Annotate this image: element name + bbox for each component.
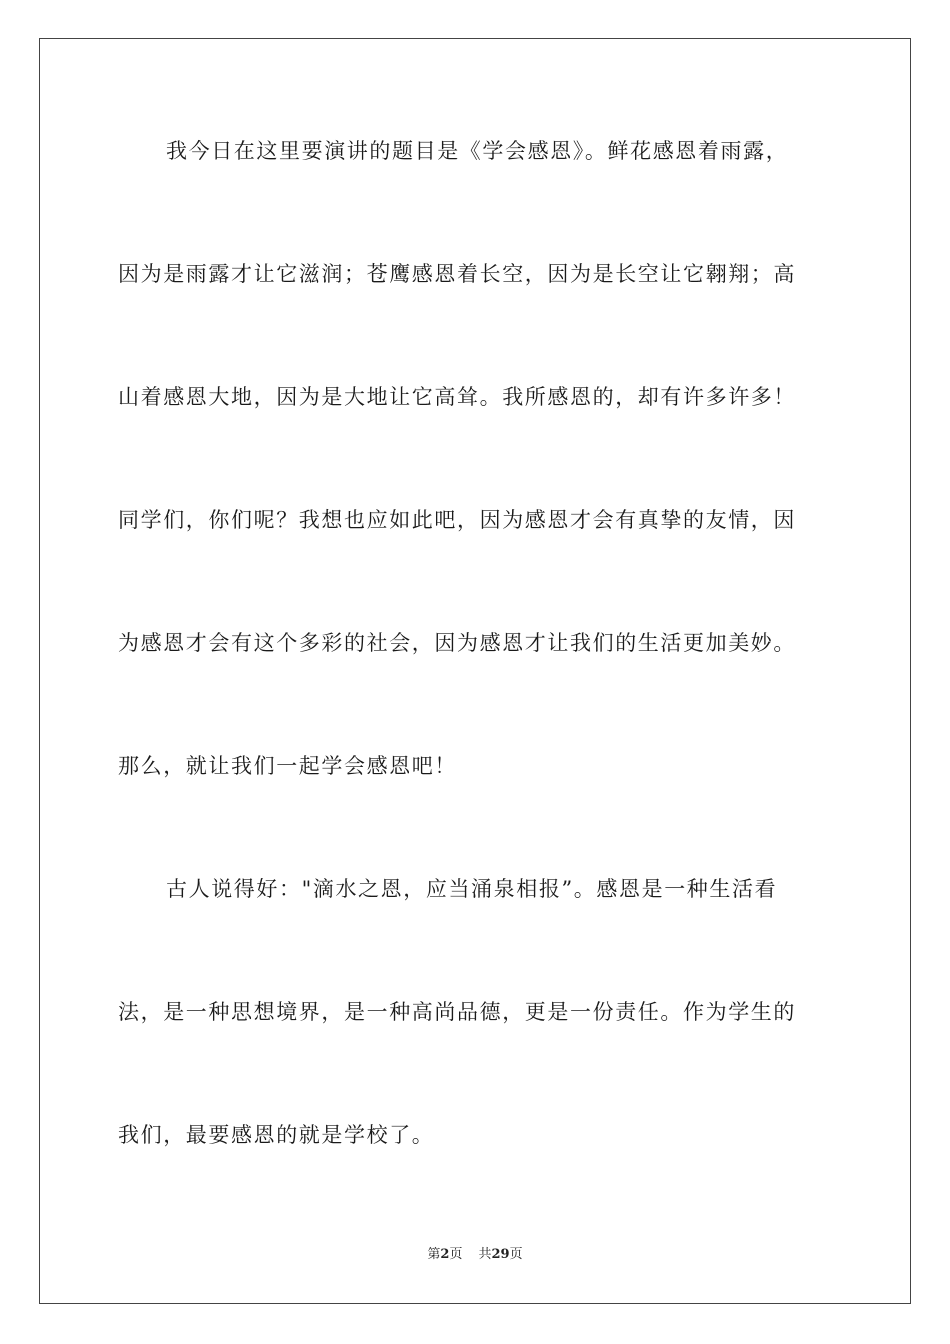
total-label-suffix: 页 xyxy=(509,1247,523,1262)
paragraph-2-line-1: 古人说得好："滴水之恩，应当涌泉相报”。感恩是一种生活看 xyxy=(166,877,778,901)
page-label-prefix: 第 xyxy=(427,1247,441,1262)
page-label-suffix: 页 xyxy=(449,1247,463,1262)
paragraph-2-line-2: 法，是一种思想境界，是一种高尚品德，更是一份责任。作为学生的 xyxy=(118,1000,796,1024)
paragraph-1-line-4: 同学们，你们呢？我想也应如此吧，因为感恩才会有真挚的友情，因 xyxy=(118,508,796,532)
paragraph-1-line-1: 我今日在这里要演讲的题目是《学会感恩》。鲜花感恩着雨露， xyxy=(166,139,789,163)
page-footer xyxy=(0,1246,950,1264)
paragraph-1-line-6: 那么，就让我们一起学会感恩吧！ xyxy=(118,754,457,778)
paragraph-1-line-5: 为感恩才会有这个多彩的社会，因为感恩才让我们的生活更加美妙。 xyxy=(118,631,796,655)
total-pages: 29 xyxy=(491,1247,510,1262)
paragraph-1-line-3: 山着感恩大地，因为是大地让它高耸。我所感恩的，却有许多许多！ xyxy=(118,385,796,409)
paragraph-1-line-2: 因为是雨露才让它滋润；苍鹰感恩着长空，因为是长空让它翱翔；高 xyxy=(118,262,796,286)
page-frame xyxy=(39,38,911,1304)
page-number: 2 xyxy=(440,1247,450,1262)
total-label-prefix: 共 xyxy=(478,1247,492,1262)
paragraph-2-line-3: 我们，最要感恩的就是学校了。 xyxy=(118,1123,435,1147)
